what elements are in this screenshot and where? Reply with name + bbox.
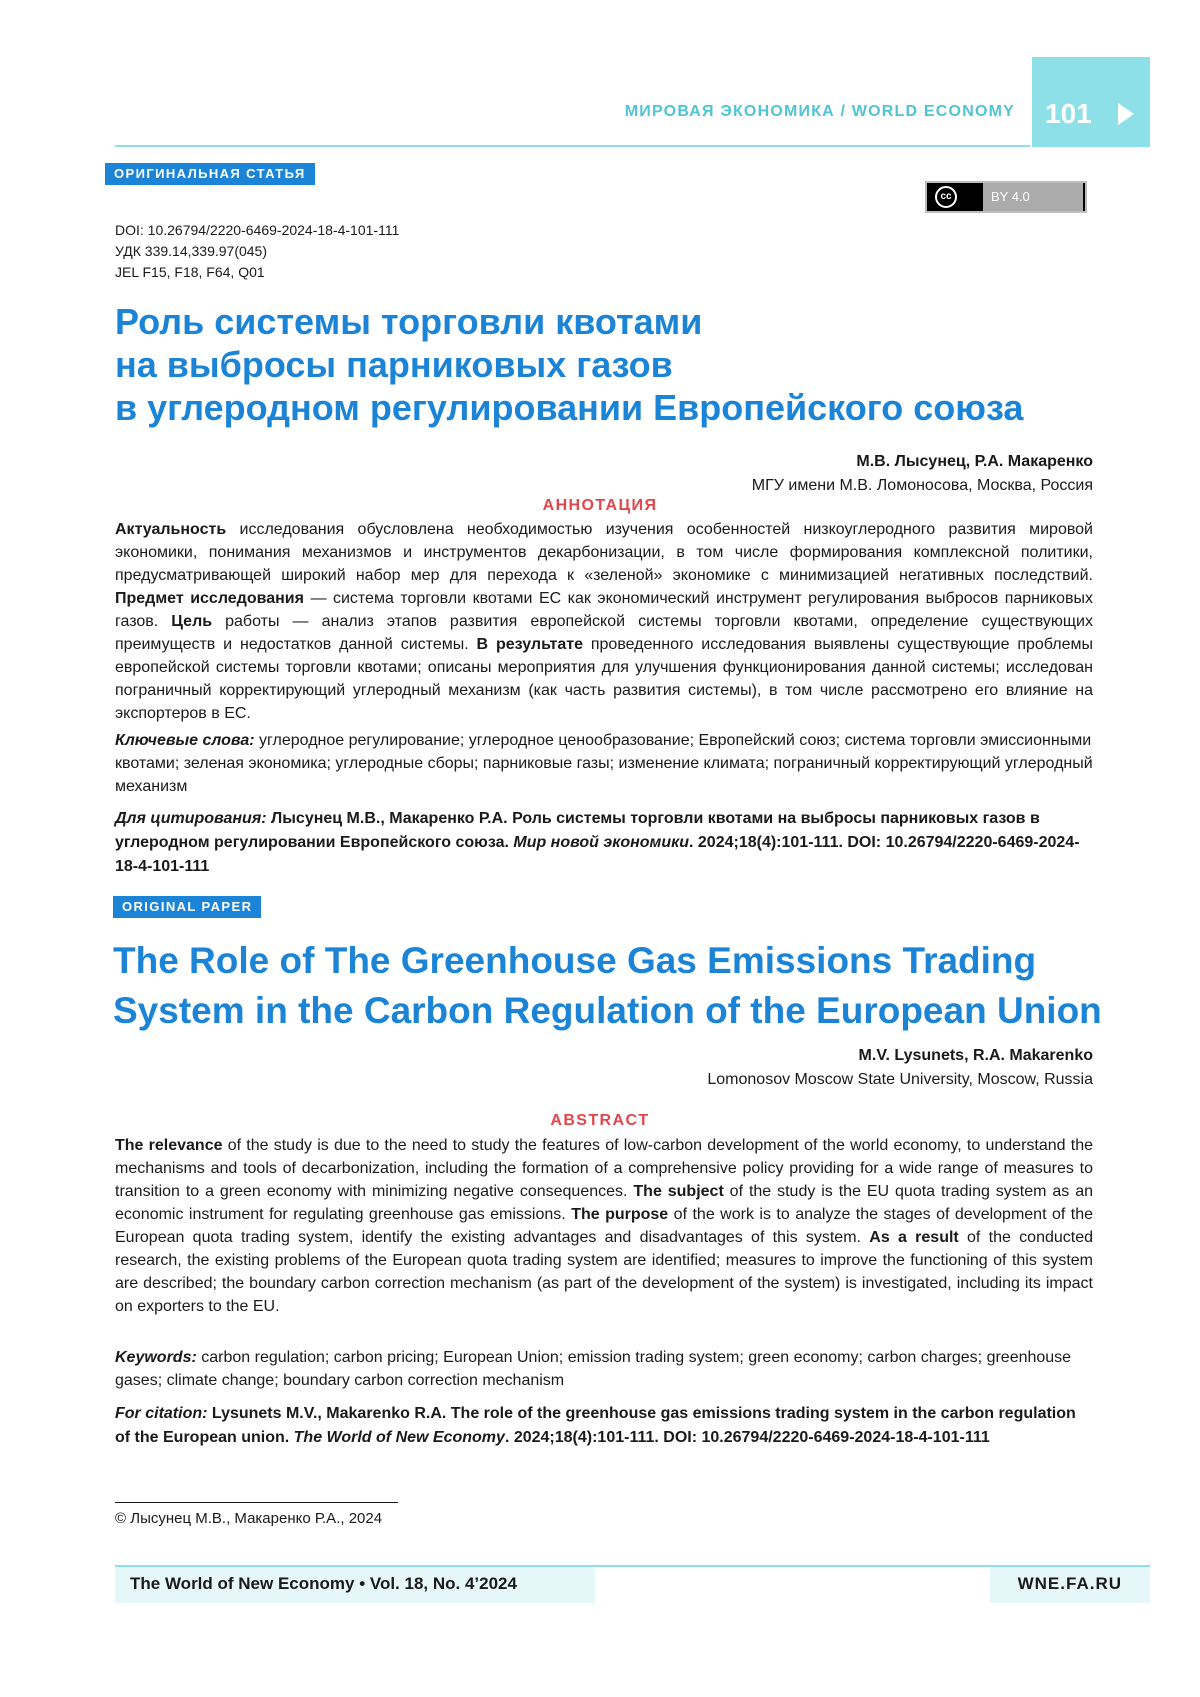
abstract-text: of the study is due to the need to study the features of low-carbon development of the world economy, to understand the mechanisms and tools of decarbonization, including the formation of a comprehensive policy providing for a wide range of measures to transition to a green economy with minimizing negative consequences.	[115, 1137, 1093, 1200]
jel: JEL F15, F18, F64, Q01	[115, 264, 265, 280]
citation-label: Для цитирования:	[115, 810, 267, 827]
citation-text: Lysunets M.V., Makarenko R.A. The role of the greenhouse gas emissions trading system in the carbon regulation of the European union	[115, 1405, 1076, 1446]
page-number: 101	[1045, 98, 1092, 129]
title-line: The Role of The Greenhouse Gas Emissions Trading	[113, 940, 1037, 981]
abstract-term: В результате	[476, 636, 583, 653]
abstract-term: Цель	[171, 613, 213, 630]
page-title-ru	[115, 300, 1075, 429]
abstract-text: проведенного исследования выявлены существующие проблемы европейской системы торговли квотами; описаны мероприятия для улучшения функционирования данной системы; исследован пограничный корректирующий углеродный механизм (как часть развития системы), в том числе рассмотрено его влияние на экспортеров в ЕС.	[115, 636, 1093, 722]
license-badge[interactable]	[925, 181, 1087, 213]
udk: УДК 339.14,339.97(045)	[115, 243, 268, 259]
abstract-text: — система торговли квотами ЕС как экономический инструмент регулирования выбросов парниковых газов.	[115, 590, 1093, 630]
citation-text: . 2024;18(4):101-111. DOI: 10.26794/2220-6469-2024-18-4-101-111	[504, 1429, 990, 1446]
creative-commons-icon: cc	[935, 186, 957, 208]
abstract-ru	[115, 518, 1093, 725]
keywords-label: Ключевые слова:	[115, 732, 255, 749]
citation-text: . 2024;18(4):101-111. DOI: 10.26794/2220-6469-2024-18-4-101-111	[115, 834, 1080, 875]
citation-separator: .	[284, 1429, 294, 1446]
original-paper-badge: ORIGINAL PAPER	[113, 896, 261, 918]
abstract-term: As a result	[869, 1229, 959, 1246]
abstract-term: Предмет исследования	[115, 590, 304, 607]
abstract-text: of the conducted research, the existing problems of the European quota trading system are identified; measures to improve the functioning of this system are described; the boundary carbon correction mechanism (as part of the development of the system) is investigated, including its impact on exporters to the EU.	[115, 1229, 1094, 1315]
abstract-text: исследования обусловлена необходимостью изучения особенностей низкоуглеродного развития мировой экономики, понимания механизмов и инструментов декарбонизации, в том числе формирования комплексной политики, предусматривающей широкий набор мер для перехода к «зеленой» экономике с минимизацией негативных последствий.	[115, 521, 1093, 584]
abstract-en	[115, 1134, 1093, 1318]
title-line: Роль системы торговли квотами	[115, 301, 703, 342]
title-line: на выбросы парниковых газов	[115, 344, 673, 385]
title-line: в углеродном регулировании Европейского союза	[115, 387, 1024, 428]
abstract-text: работы — анализ этапов развития европейской системы торговли квотами, определение существующих преимуществ и недостатков данной системы.	[115, 613, 1093, 653]
authors-block-ru	[752, 450, 1093, 498]
keywords-en	[115, 1346, 1093, 1392]
license-label: BY 4.0	[983, 183, 1083, 211]
citation-text: Лысунец М.В., Макаренко Р.А. Роль системы торговли квотами на выбросы парниковых газов в углеродном регулировании Европейского союза	[115, 810, 1040, 851]
article-identifiers	[115, 220, 399, 283]
keywords-ru	[115, 729, 1093, 798]
running-header	[115, 57, 1150, 147]
abstract-heading: ABSTRACT	[550, 1112, 650, 1129]
abstract-term: The purpose	[571, 1206, 669, 1223]
citation-separator: .	[504, 834, 514, 851]
page-title-en	[113, 936, 1103, 1036]
abstract-text: of the study is the EU quota trading system as an economic instrument for regulating greenhouse gas emissions.	[115, 1183, 1093, 1223]
keywords-label: Keywords:	[115, 1349, 197, 1366]
citation-en	[115, 1402, 1093, 1450]
footnote-divider	[115, 1502, 398, 1503]
next-page-arrow-icon	[1118, 103, 1134, 125]
affiliation: Lomonosov Moscow State University, Moscow, Russia	[707, 1071, 1093, 1088]
authors: М.В. Лысунец, Р.А. Макаренко	[856, 453, 1093, 470]
annotation-heading: АННОТАЦИЯ	[542, 497, 658, 514]
affiliation: МГУ имени М.В. Ломоносова, Москва, Россия	[751, 477, 1093, 494]
citation-journal: Мир новой экономики	[513, 834, 690, 851]
citation-label: For citation:	[115, 1405, 208, 1422]
footer-url-link[interactable]: WNE.FA.RU	[1017, 1574, 1122, 1593]
copyright-notice: © Лысунец М.В., Макаренко Р.А., 2024	[115, 1510, 383, 1527]
citation-ru	[115, 807, 1093, 879]
footer-rule	[115, 1565, 1150, 1567]
keywords-text: углеродное регулирование; углеродное ценообразование; Европейский союз; система торговли эмиссионными квотами; зеленая экономика; углеродные сборы; парниковые газы; изменение климата; пограничный корректирующий углеродный механизм	[115, 732, 1093, 795]
authors-block-en	[707, 1044, 1093, 1092]
citation-journal: The World of New Economy	[293, 1429, 505, 1446]
footer-journal: The World of New Economy • Vol. 18, No. 4’2024	[130, 1574, 517, 1593]
original-article-badge: ОРИГИНАЛЬНАЯ СТАТЬЯ	[105, 163, 315, 185]
keywords-text: carbon regulation; carbon pricing; European Union; emission trading system; green economy; carbon charges; greenhouse gases; climate change; boundary carbon correction mechanism	[115, 1349, 1072, 1389]
abstract-text: of the work is to analyze the stages of development of the European quota trading system, identify the existing advantages and disadvantages of this system.	[115, 1206, 1094, 1246]
doi[interactable]: DOI: 10.26794/2220-6469-2024-18-4-101-111	[115, 222, 400, 238]
section-title: МИРОВАЯ ЭКОНОМИКА / WORLD ECONOMY	[624, 103, 1015, 120]
abstract-term: Актуальность	[115, 521, 227, 538]
abstract-term: The subject	[633, 1183, 724, 1200]
authors: M.V. Lysunets, R.A. Makarenko	[858, 1047, 1093, 1064]
header-rule	[115, 145, 1030, 147]
title-line: System in the Carbon Regulation of the European Union	[113, 990, 1102, 1031]
abstract-term: The relevance	[115, 1137, 223, 1154]
